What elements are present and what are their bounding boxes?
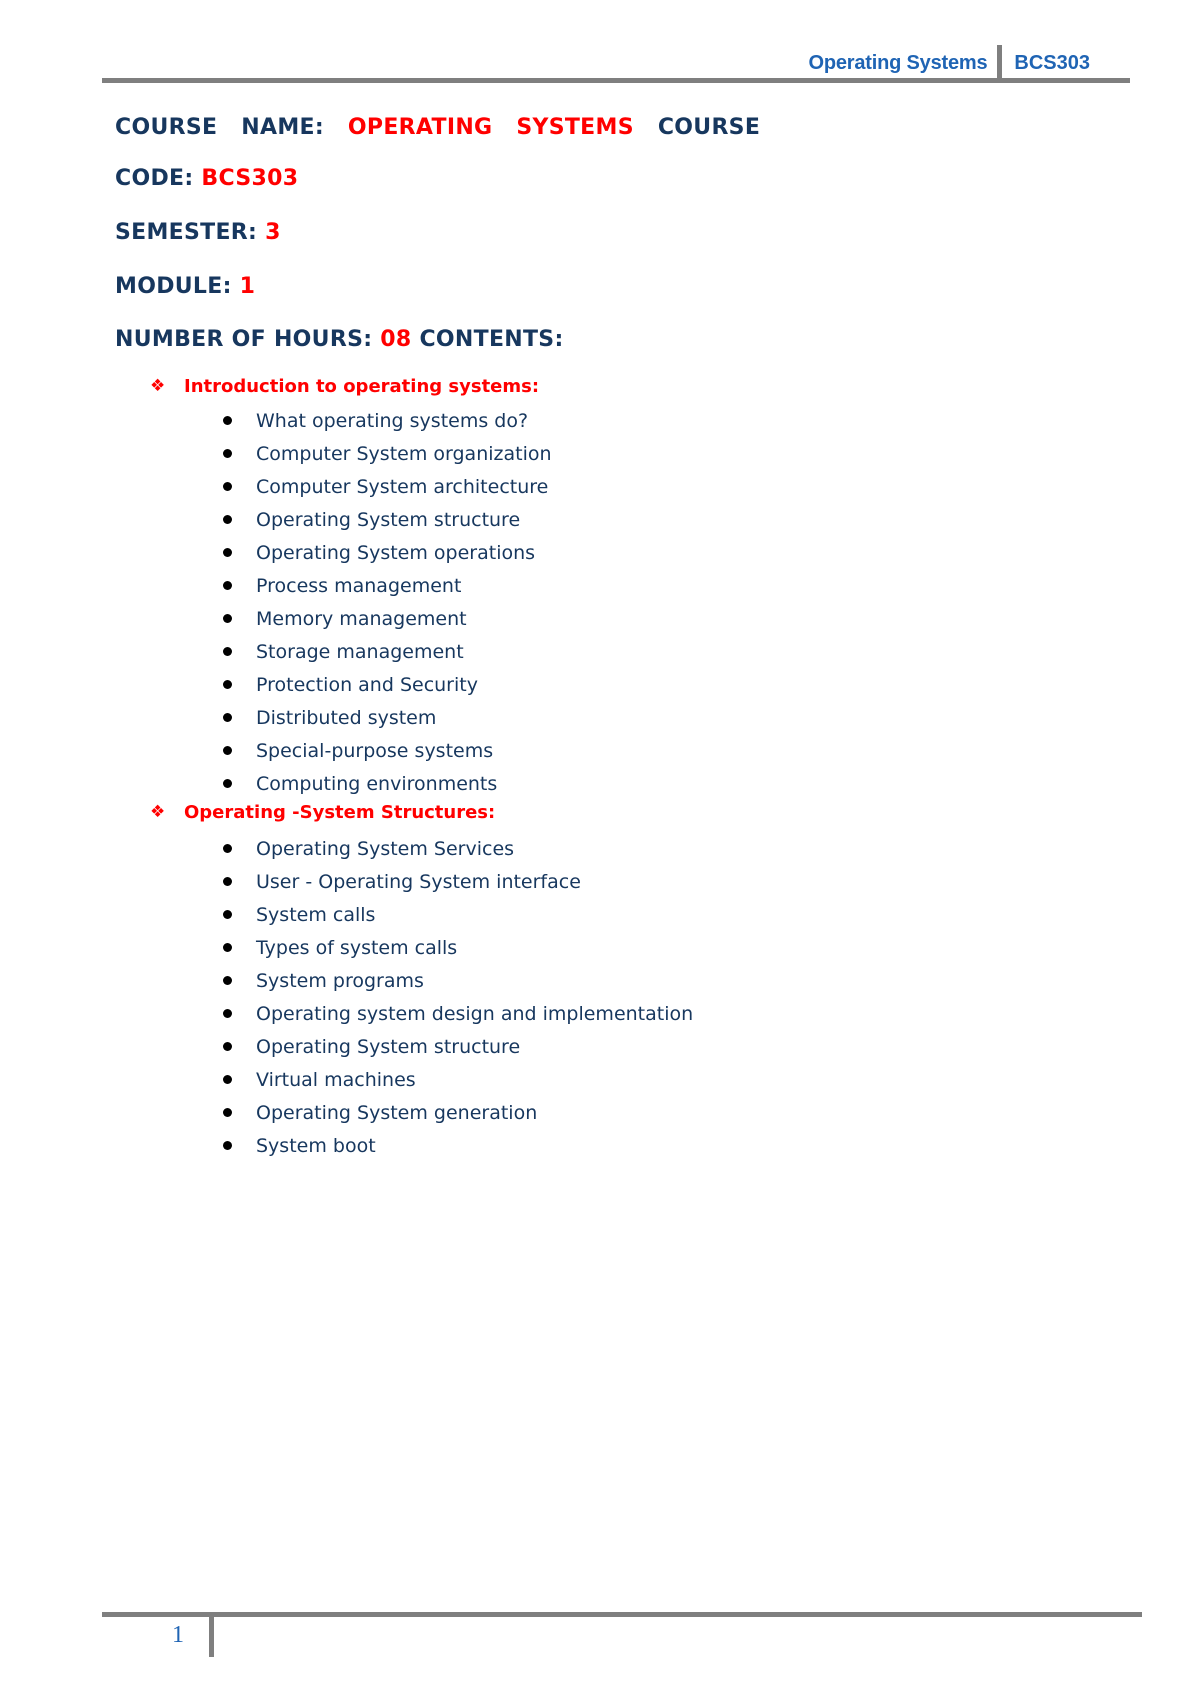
list-item	[223, 437, 552, 470]
bullet-icon	[223, 877, 232, 886]
list-item-text: Operating System generation	[256, 1101, 538, 1124]
list-item	[223, 470, 552, 503]
list-item	[223, 503, 552, 536]
bullet-icon	[223, 614, 232, 623]
bullet-icon	[223, 548, 232, 557]
bullet-icon	[223, 976, 232, 985]
bullet-icon	[223, 515, 232, 524]
section-title-text: Introduction to operating systems:	[184, 376, 540, 397]
bullet-icon	[223, 647, 232, 656]
bullet-icon	[223, 581, 232, 590]
list-item	[223, 964, 693, 997]
list-item-text: System boot	[256, 1134, 376, 1157]
section-title	[150, 802, 495, 823]
course-code-label-start: COURSE	[657, 115, 761, 140]
header-title: Operating Systems	[808, 51, 988, 74]
footer-separator	[209, 1612, 214, 1657]
bullet-icon	[223, 1009, 232, 1018]
topic-list	[223, 404, 552, 800]
list-item	[223, 931, 693, 964]
bullet-icon	[223, 1108, 232, 1117]
list-item-text: Virtual machines	[256, 1068, 416, 1091]
semester-label: SEMESTER:	[115, 220, 258, 245]
list-item-text: Computer System architecture	[256, 475, 549, 498]
bullet-icon	[223, 416, 232, 425]
bullet-icon	[223, 482, 232, 491]
list-item-text: User - Operating System interface	[256, 870, 581, 893]
bullet-icon	[223, 449, 232, 458]
list-item-text: What operating systems do?	[256, 409, 529, 432]
code-label: CODE:	[115, 166, 194, 191]
topic-list	[223, 832, 693, 1162]
footer-rule	[102, 1612, 1142, 1617]
module-label: MODULE:	[115, 274, 232, 299]
diamond-bullet-icon: ❖	[150, 376, 166, 396]
course-code-line	[115, 166, 298, 191]
list-item	[223, 1129, 693, 1162]
list-item-text: Special-purpose systems	[256, 739, 494, 762]
list-item-text: Computing environments	[256, 772, 498, 795]
bullet-icon	[223, 910, 232, 919]
module-line	[115, 274, 255, 299]
list-item-text: Operating system design and implementation	[256, 1002, 694, 1025]
list-item-text: System programs	[256, 969, 424, 992]
bullet-icon	[223, 713, 232, 722]
semester-value: 3	[265, 220, 281, 245]
list-item-text: Operating System structure	[256, 508, 521, 531]
hours-label: NUMBER OF HOURS:	[115, 327, 373, 352]
bullet-icon	[223, 779, 232, 788]
list-item	[223, 898, 693, 931]
course-name-line	[115, 115, 760, 140]
list-item	[223, 1030, 693, 1063]
list-item	[223, 767, 552, 800]
list-item-text: Operating System structure	[256, 1035, 521, 1058]
header-course-code: BCS303	[1014, 51, 1090, 74]
list-item-text: Types of system calls	[256, 936, 458, 959]
list-item	[223, 701, 552, 734]
course-name-label: COURSE NAME:	[115, 115, 324, 140]
section-title-text: Operating -System Structures:	[184, 802, 496, 823]
contents-label: CONTENTS:	[419, 327, 564, 352]
list-item-text: Operating System Services	[256, 837, 515, 860]
diamond-bullet-icon: ❖	[150, 802, 166, 822]
list-item-text: Operating System operations	[256, 541, 536, 564]
bullet-icon	[223, 844, 232, 853]
bullet-icon	[223, 1042, 232, 1051]
list-item	[223, 997, 693, 1030]
list-item	[223, 865, 693, 898]
list-item-text: Storage management	[256, 640, 464, 663]
list-item	[223, 668, 552, 701]
list-item	[223, 734, 552, 767]
list-item-text: Process management	[256, 574, 462, 597]
list-item	[223, 1096, 693, 1129]
hours-value: 08	[380, 327, 412, 352]
module-value: 1	[239, 274, 256, 299]
list-item	[223, 832, 693, 865]
bullet-icon	[223, 1141, 232, 1150]
list-item-text: Computer System organization	[256, 442, 552, 465]
page-number: 1	[172, 1622, 184, 1648]
list-item	[223, 1063, 693, 1096]
list-item	[223, 536, 552, 569]
bullet-icon	[223, 1075, 232, 1084]
course-name-value: OPERATING SYSTEMS	[347, 115, 634, 140]
list-item-text: Distributed system	[256, 706, 437, 729]
page-header	[809, 46, 1091, 80]
list-item-text: System calls	[256, 903, 376, 926]
hours-line	[115, 327, 564, 352]
list-item	[223, 404, 552, 437]
list-item-text: Protection and Security	[256, 673, 478, 696]
list-item-text: Memory management	[256, 607, 467, 630]
header-rule	[102, 78, 1130, 83]
list-item	[223, 635, 552, 668]
code-value: BCS303	[201, 166, 299, 191]
bullet-icon	[223, 680, 232, 689]
semester-line	[115, 220, 281, 245]
bullet-icon	[223, 943, 232, 952]
list-item	[223, 569, 552, 602]
bullet-icon	[223, 746, 232, 755]
list-item	[223, 602, 552, 635]
section-title	[150, 376, 539, 397]
